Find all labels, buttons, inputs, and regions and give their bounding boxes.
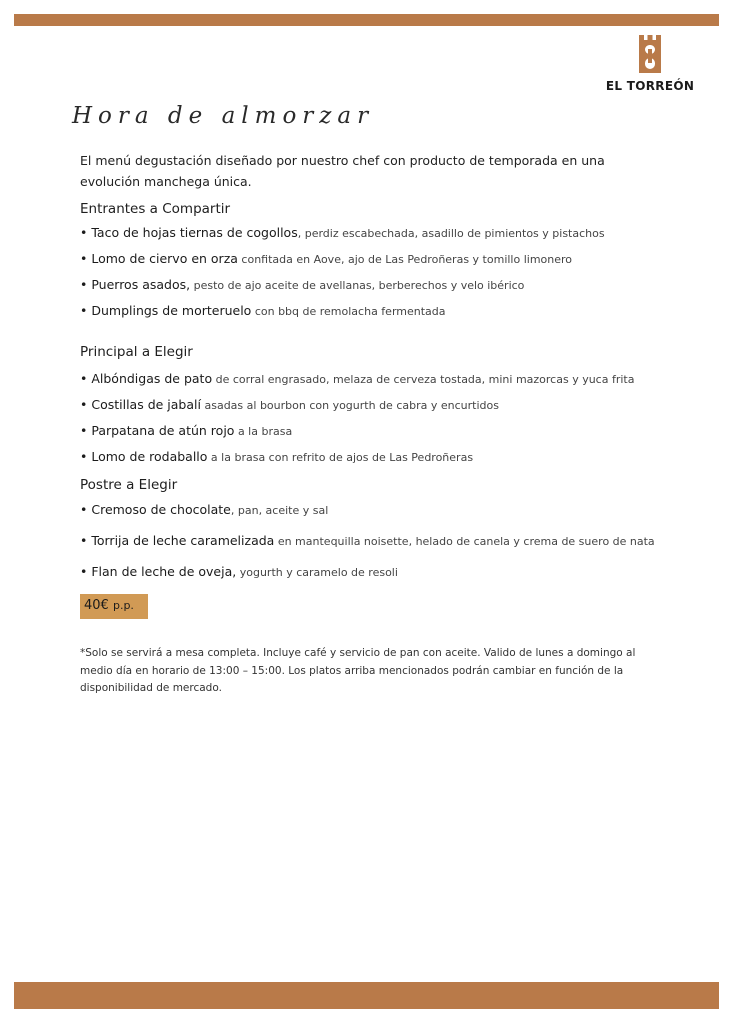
menu-item [80,396,655,415]
dish-name: • Puerros asados, [80,277,191,292]
dish-description: asadas al bourbon con yogurth de cabra y encurtidos [200,399,499,412]
menu-item [80,422,655,441]
dish-description: en mantequilla noisette, helado de canela y crema de suero de nata [274,535,655,548]
dish-description: confitada en Aove, ajo de Las Pedroñeras y tomillo limonero [237,253,573,266]
dish-description: de corral engrasado, melaza de cerveza tostada, mini mazorcas y yuca frita [212,373,635,386]
menu-item [80,276,655,295]
top-decorative-bar [14,14,719,26]
dish-name: • Costillas de jabalí [80,397,201,412]
bottom-decorative-bar [14,982,719,1009]
brand-name: EL TORREÓN [605,79,695,93]
price-amount: 40€ [84,598,109,613]
dish-description: yogurth y caramelo de resoli [236,566,398,579]
menu-item [80,501,655,520]
menu-item [80,250,655,269]
dish-description: , pan, aceite y sal [230,504,329,517]
footnote: *Solo se servirá a mesa completa. Incluye café y servicio de pan con aceite. Valido de lunes a domingo al medio día en horario de 13:00 – 15:00. Los platos arriba mencionados podrán cambiar en función de la disponibilidad de mercado. [80,647,636,694]
restaurant-logo [600,35,700,93]
dish-description: a la brasa con refrito de ajos de Las Pedroñeras [207,451,474,464]
menu-item [80,366,655,392]
menu-title: Hora de almorzar [72,103,375,129]
dish-description: con bbq de remolacha fermentada [251,305,446,318]
section-title-postre: Postre a Elegir [80,477,178,493]
price-badge [80,594,148,619]
menu-item [80,224,655,243]
dish-name: • Flan de leche de oveja, [80,564,237,579]
menu-item [80,448,655,467]
tower-icon [638,35,662,73]
menu-item [80,563,655,582]
section-title-entrantes: Entrantes a Compartir [80,201,231,217]
menu-item [80,302,655,321]
price-unit: p.p. [112,599,134,612]
section-title-principal: Principal a Elegir [80,344,193,360]
dish-description: pesto de ajo aceite de avellanas, berberechos y velo ibérico [190,279,525,292]
dish-name: • Dumplings de morteruelo [80,303,252,318]
dish-name: • Lomo de ciervo en orza [80,251,238,266]
dish-name: • Parpatana de atún rojo [80,423,235,438]
dish-description: , perdiz escabechada, asadillo de pimientos y pistachos [297,227,605,240]
dish-name: • Albóndigas de pato [80,371,213,386]
dish-name: • Lomo de rodaballo [80,449,208,464]
menu-intro: El menú degustación diseñado por nuestro chef con producto de temporada en una evolución manchega única. [80,153,605,189]
menu-item [80,532,655,551]
dish-name: • Taco de hojas tiernas de cogollos [80,225,298,240]
dish-name: • Cremoso de chocolate [80,502,231,517]
dish-description: a la brasa [234,425,293,438]
dish-name: • Torrija de leche caramelizada [80,533,275,548]
menu-content [80,150,655,698]
